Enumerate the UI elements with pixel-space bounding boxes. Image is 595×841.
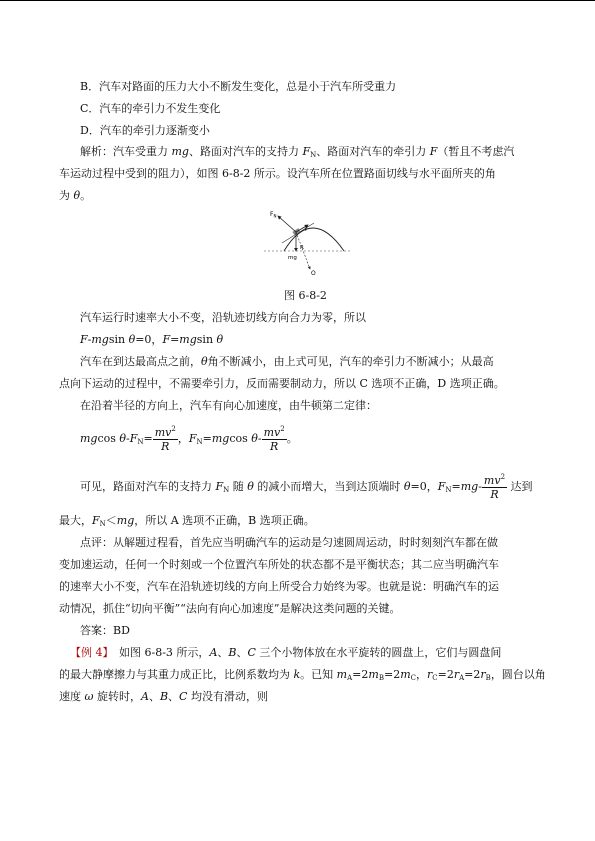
option-d: D．汽车的牵引力逐渐变小 xyxy=(80,124,210,137)
fn-arrow xyxy=(278,216,296,232)
analysis-line-3: 为 θ。 xyxy=(59,189,92,202)
analysis-line-2: 车运动过程中受到的阻力），如图 6-8-2 所示。设汽车所在位置路面切线与水平面所夹的角 xyxy=(59,167,496,180)
figure-caption: 图 6-8-2 xyxy=(284,289,327,302)
label-o: O xyxy=(311,270,316,277)
fraction-mv2-r-3: $\frac{mv^2}{R}$ xyxy=(483,472,506,501)
arc-road xyxy=(284,228,344,251)
body-p5: 可见，路面对汽车的支持力 $F_N$ 随 θ 的减小而增大，当到达顶端时 θ=0，$F_N=mg-$ $\frac{mv^2}{R}$ 达到 xyxy=(80,472,533,501)
body-p3: 点向下运动的过程中，不需要牵引力，反而需要制动力，所以 C 选项不正确，D 选项正确。 xyxy=(59,377,505,390)
option-b: B．汽车对路面的压力大小不断发生变化，总是小于汽车所受重力 xyxy=(80,80,397,93)
comment-line-3: 的速率大小不变，汽车在沿轨迹切线的方向上所受合力始终为零。也就是说：明确汽车的运 xyxy=(59,580,499,593)
equation-2: mgcos $\theta-F_N=$ $\frac{mv^2}{R}$ ，$F_N=mgcos$ θ- $\frac{mv^2}{R}$ 。 xyxy=(80,424,298,453)
example-line-2: 的最大静摩擦力与其重力成正比，比例系数均为 k。已知 $m_A=2m_B=2m_C$，$r_C=2r_A=2r_B$，圆台以角 xyxy=(59,668,546,682)
example-tag: 【例 4】 xyxy=(70,646,108,659)
label-fn: $F_N$ xyxy=(270,211,277,219)
fraction-mv2-r-2: $\frac{mv^2}{R}$ xyxy=(263,424,285,453)
answer-line: 答案：BD xyxy=(80,624,130,637)
comment-line-2: 变加速运动，任何一个时刻或一个位置汽车所处的状态都不是平衡状态；其二应当明确汽车 xyxy=(59,558,499,571)
fraction-mv2-r: $\frac{mv^2}{R}$ xyxy=(154,424,176,453)
equation-1: F-mgsin θ=0，F=mgsin θ xyxy=(80,333,224,346)
body-p6: 最大，$F_N<mg$，所以 A 选项不正确，B 选项正确。 xyxy=(59,514,315,528)
figure-6-8-2 xyxy=(262,207,352,277)
example-line-3: 速度 ω 旋转时，A、B、C 均没有滑动，则 xyxy=(59,690,268,703)
label-f: F xyxy=(305,226,309,233)
comment-line-1: 点评：从解题过程看，首先应当明确汽车的运动是匀速圆周运动，时时刻刻汽车都在做 xyxy=(80,536,498,549)
top-border-line xyxy=(0,0,595,1)
label-mg: mg xyxy=(288,255,297,261)
body-p4: 在沿着半径的方向上，汽车有向心加速度，由牛顿第二定律： xyxy=(80,399,377,412)
option-c: C．汽车的牵引力不发生变化 xyxy=(80,102,221,115)
body-p2: 汽车在到达最高点之前，θ角不断减小，由上式可见，汽车的牵引力不断减小；从最高 xyxy=(80,355,494,368)
body-p1: 汽车运行时速率大小不变，沿轨迹切线方向合力为零，所以 xyxy=(80,311,366,324)
label-r: R xyxy=(300,245,304,251)
example-line-1: 【例 4】 如图 6-8-3 所示，A、B、C 三个小物体放在水平旋转的圆盘上，它们与圆盘间 xyxy=(70,646,502,659)
comment-line-4: 动情况，抓住“切向平衡”“法向有向心加速度”是解决这类问题的关键。 xyxy=(59,602,401,615)
analysis-line-1: 解析：汽车受重力 mg、路面对汽车的支持力 $F_N$、路面对汽车的牵引力 F（暂且不考虑汽 xyxy=(80,145,515,159)
